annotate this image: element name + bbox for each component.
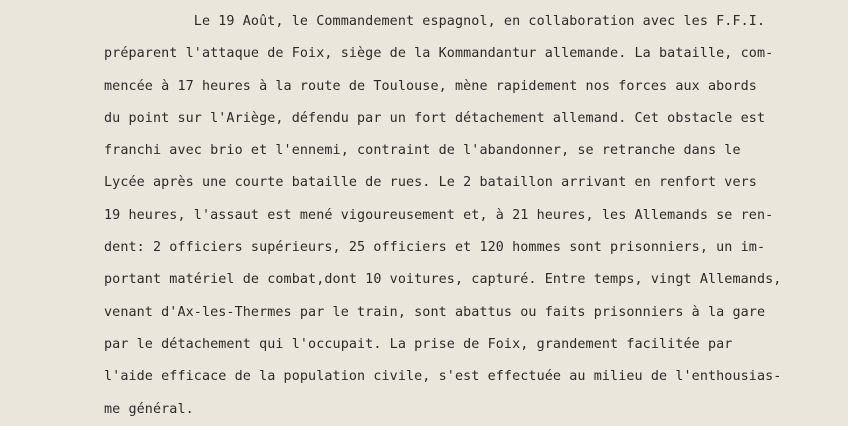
text-line: mencée à 17 heures à la route de Toulouse, mène rapidement nos forces aux abords	[104, 78, 757, 94]
text-line: préparent l'attaque de Foix, siège de la Kommandantur allemande. La bataille, com-	[104, 46, 774, 62]
typed-paragraph	[104, 6, 824, 426]
text-line: 19 heures, l'assaut est mené vigoureusement et, à 21 heures, les Allemands se ren-	[104, 207, 774, 223]
text-line: Le 19 Août, le Commandement espagnol, en collaboration avec les F.F.I.	[104, 14, 766, 29]
text-line: venant d'Ax-les-Thermes par le train, sont abattus ou faits prisonniers à la gare	[104, 304, 766, 320]
text-line: portant matériel de combat,dont 10 voitures, capturé. Entre temps, vingt Allemands,	[104, 272, 782, 288]
text-line: par le détachement qui l'occupait. La prise de Foix, grandement facilitée par	[104, 336, 733, 352]
text-line: l'aide efficace de la population civile, s'est effectuée au milieu de l'enthousias-	[104, 369, 782, 385]
text-line: Lycée après une courte bataille de rues. Le 2 bataillon arrivant en renfort vers	[104, 175, 757, 191]
text-line: dent: 2 officiers supérieurs, 25 officiers et 120 hommes sont prisonniers, un im-	[104, 240, 766, 256]
text-line: me général.	[104, 401, 194, 417]
text-line: du point sur l'Ariège, défendu par un fort détachement allemand. Cet obstacle est	[104, 110, 766, 126]
text-line: franchi avec brio et l'ennemi, contraint de l'abandonner, se retranche dans le	[104, 143, 741, 159]
